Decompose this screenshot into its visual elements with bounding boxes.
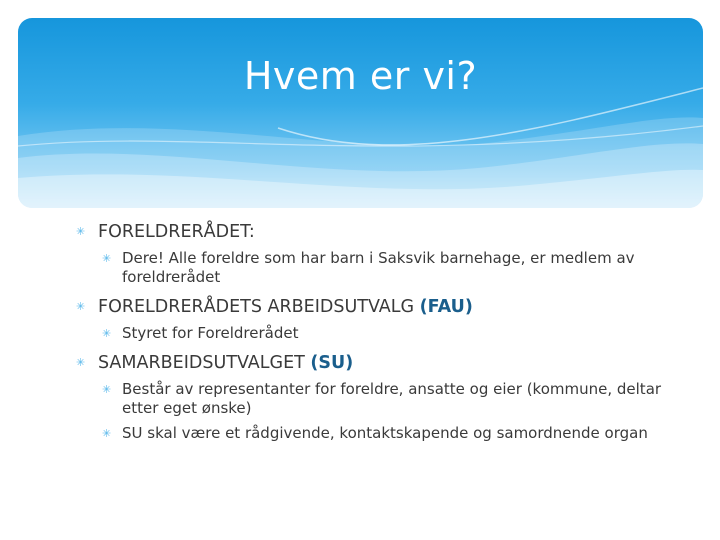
title-banner: [18, 18, 703, 208]
asterisk-icon: ✳: [76, 225, 86, 238]
sub-bullet-item: [74, 249, 674, 287]
asterisk-icon: ✳: [76, 300, 86, 313]
bullet-emphasis: (SU): [310, 353, 354, 373]
sub-bullet-text: Består av representanter for foreldre, ansatte og eier (kommune, deltar etter eget ønske): [122, 380, 662, 417]
sub-bullet-item: [74, 424, 674, 443]
bullet-item: [74, 296, 674, 318]
sub-bullet-item: [74, 324, 674, 343]
wave-decoration: [18, 18, 703, 208]
sub-bullet-text: SU skal være et rådgivende, kontaktskapende og samordnende organ: [122, 424, 648, 442]
slide-title: Hvem er vi?: [243, 54, 478, 98]
asterisk-icon: ✳: [102, 427, 112, 440]
asterisk-icon: ✳: [102, 327, 112, 340]
bullet-text: SAMARBEIDSUTVALGET: [98, 353, 311, 373]
asterisk-icon: ✳: [102, 252, 112, 265]
bullet-list: [74, 216, 674, 443]
bullet-text: FORELDRERÅDETS ARBEIDSUTVALG: [98, 297, 420, 317]
bullet-item: [74, 221, 674, 243]
sub-bullet-text: Styret for Foreldrerådet: [122, 324, 299, 342]
bullet-emphasis: (FAU): [419, 297, 473, 317]
bullet-item: [74, 352, 674, 374]
asterisk-icon: ✳: [102, 383, 112, 396]
bullet-text: FORELDRERÅDET:: [98, 222, 255, 242]
sub-bullet-item: [74, 380, 674, 418]
asterisk-icon: ✳: [76, 356, 86, 369]
sub-bullet-text: Dere! Alle foreldre som har barn i Saksvik barnehage, er medlem av foreldrerådet: [122, 249, 635, 286]
